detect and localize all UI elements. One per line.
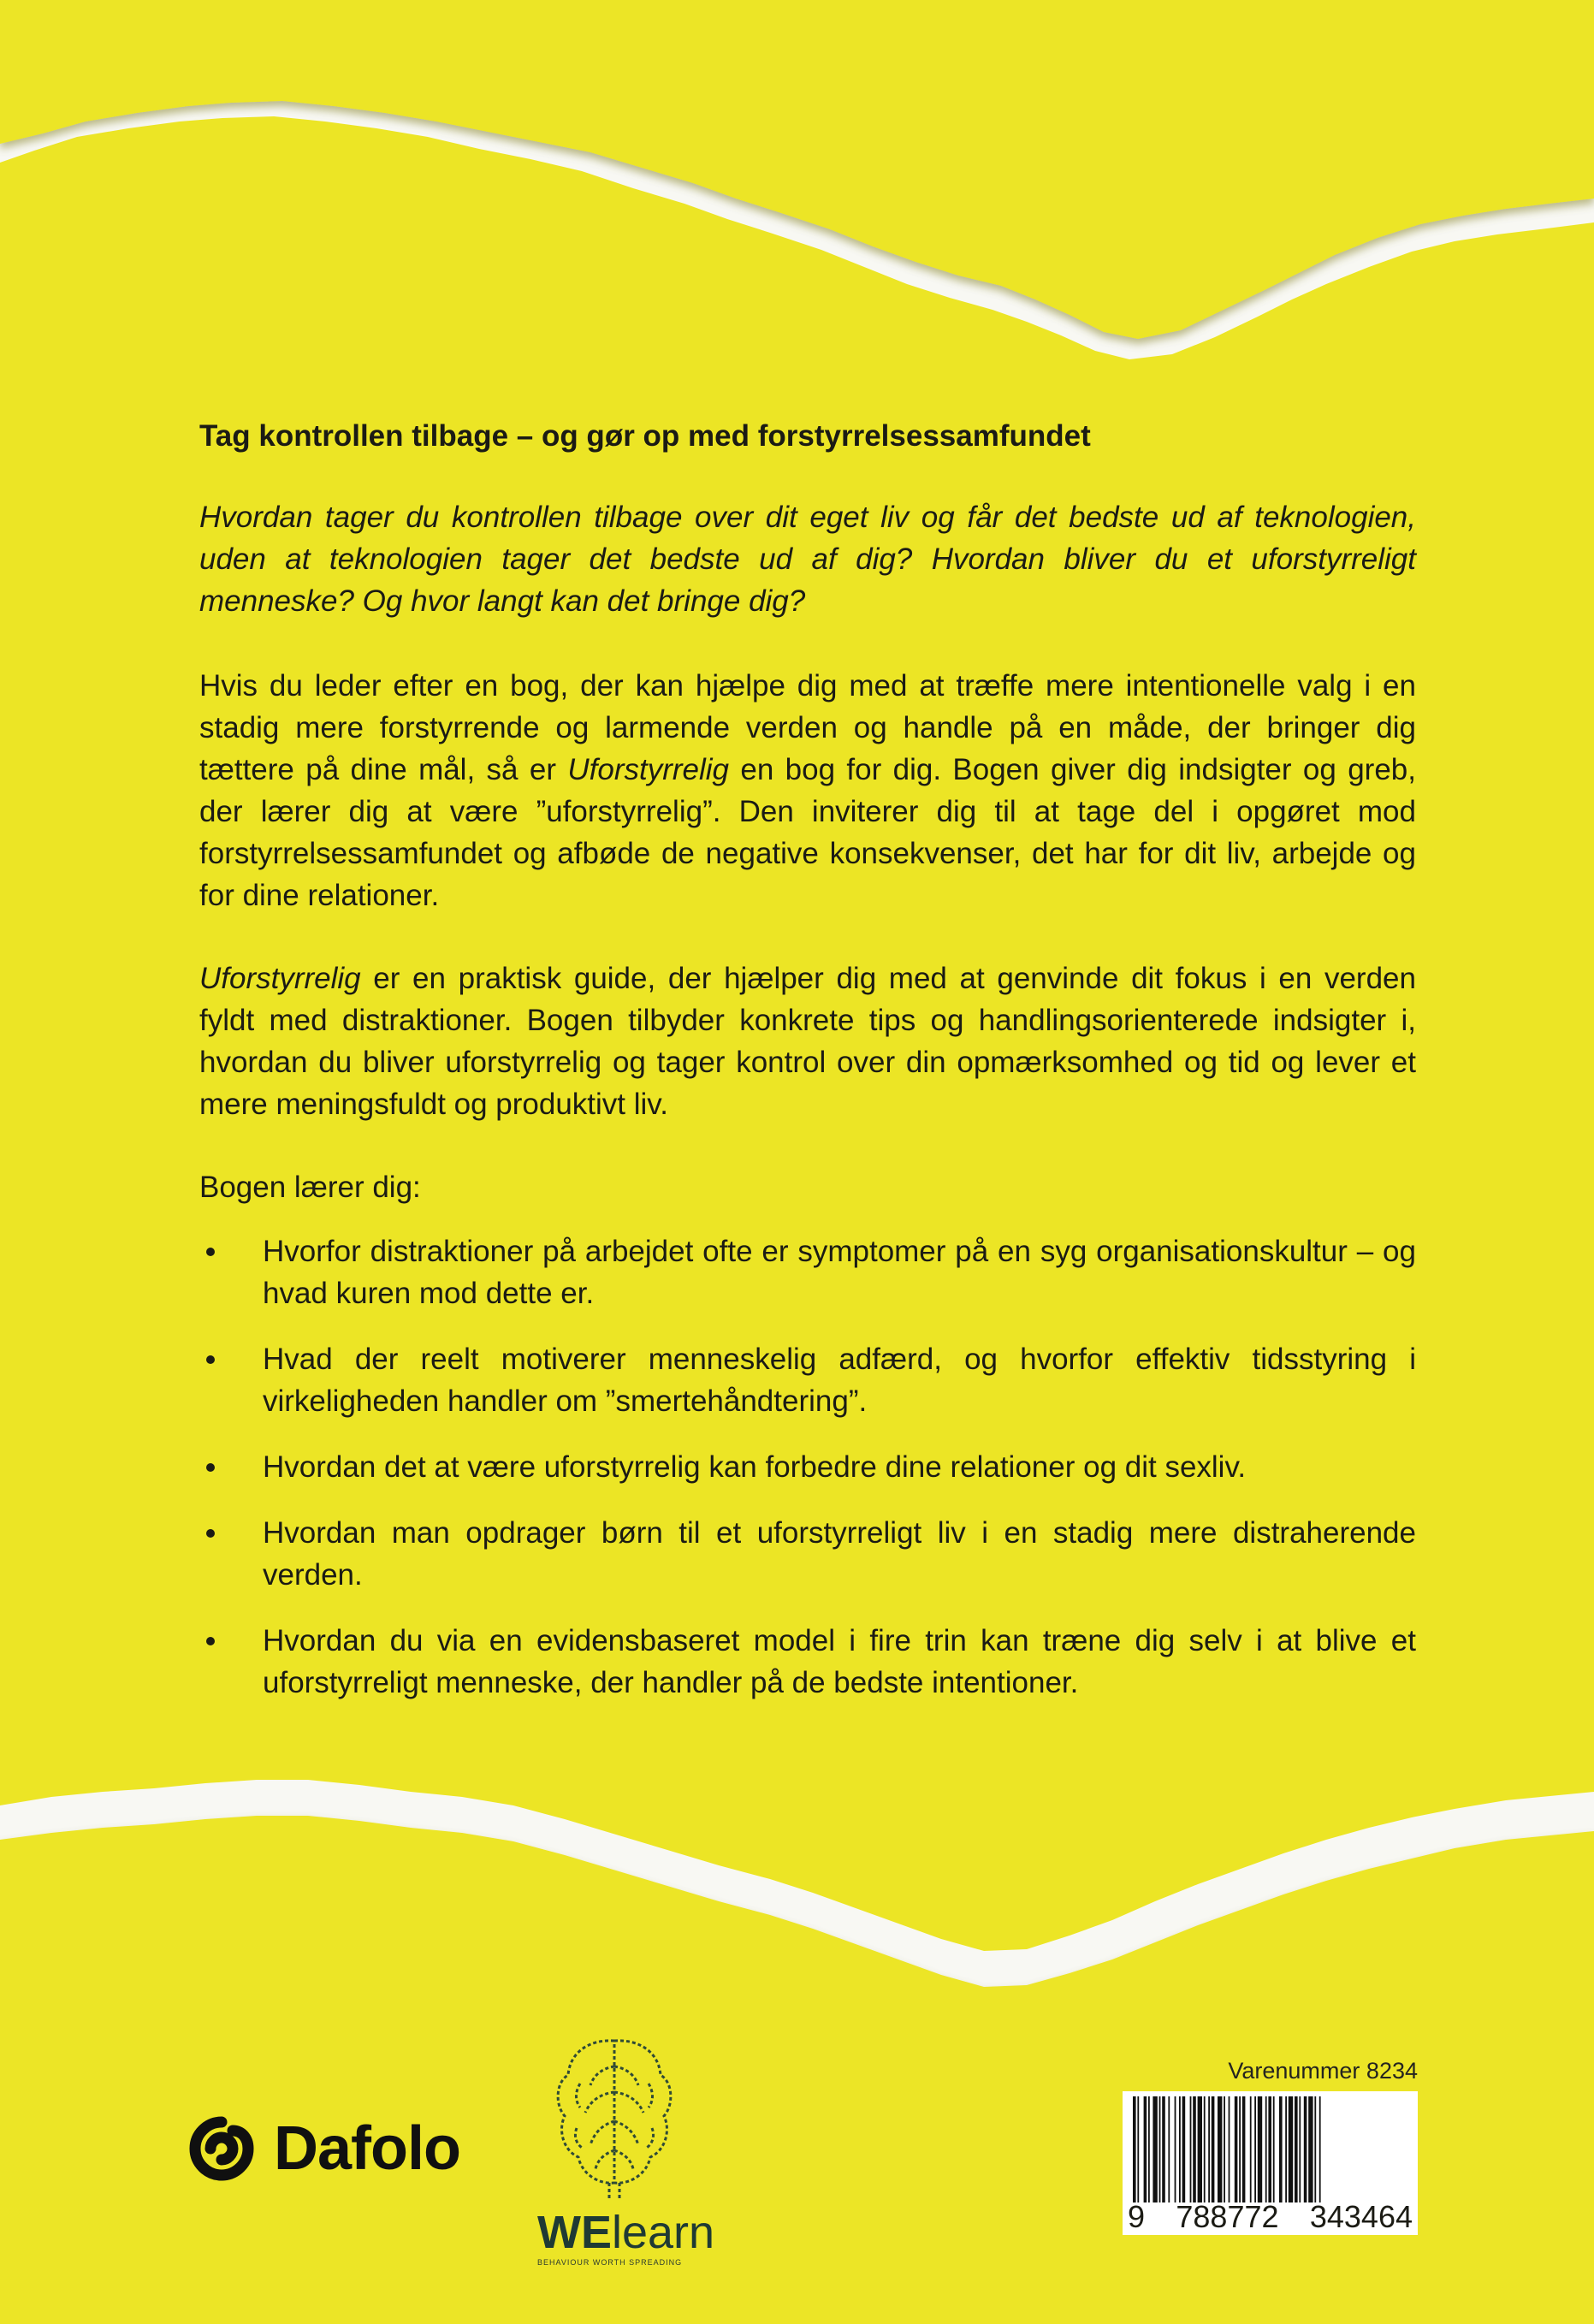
- barcode-bar: [1168, 2096, 1170, 2202]
- bullet-icon: [206, 1463, 215, 1472]
- isbn-barcode: [1123, 2091, 1418, 2202]
- barcode-bar: [1285, 2096, 1287, 2202]
- barcode-bar: [1182, 2096, 1186, 2202]
- publisher-name: Dafolo: [274, 2114, 460, 2183]
- para1-text-b: en bog for dig. Bogen giver dig indsigter og greb, der lærer dig at være ”uforstyrrelig”. Den inviterer dig til at tage del i opgøret mod forstyrrelsessamfundet og afbøde de negative konsekvenser, det har for dit liv, arbejde og for dine relationer.: [199, 753, 1416, 912]
- bullet-icon: [206, 1637, 215, 1645]
- list-item: Hvordan du via en evidensbaseret model i fire trin kan træne dig selv i at blive et uforstyrreligt menneske, der handler på de bedste intentioner.: [199, 1620, 1416, 1704]
- barcode-bar: [1299, 2096, 1301, 2202]
- book-title-italic: Uforstyrrelig: [567, 753, 729, 786]
- barcode-bar: [1137, 2096, 1139, 2202]
- barcode-bar: [1319, 2096, 1321, 2202]
- book-title-italic: Uforstyrrelig: [199, 962, 361, 995]
- headline: Tag kontrollen tilbage – og gør op med forstyrrelsessamfundet: [199, 419, 1091, 453]
- list-item: Hvordan man opdrager børn til et uforstyrreligt liv i en stadig mere distraherende verden.: [199, 1512, 1416, 1596]
- barcode-bar: [1179, 2096, 1181, 2202]
- barcode-bar: [1279, 2096, 1283, 2202]
- barcode-bar: [1314, 2096, 1316, 2202]
- barcode-bar: [1229, 2096, 1230, 2202]
- list-item: Hvorfor distraktioner på arbejdet ofte er symptomer på en syg organisationskultur – og hvad kuren mod dette er.: [199, 1230, 1416, 1314]
- dafolo-logo-icon: [185, 2112, 258, 2185]
- bullet-icon: [206, 1529, 215, 1538]
- barcode-digit-group: 343464: [1309, 2199, 1413, 2234]
- item-number: Varenummer 8234: [1228, 2058, 1418, 2084]
- barcode-bar: [1175, 2096, 1176, 2202]
- barcode-digit-group: 9: [1128, 2199, 1146, 2234]
- barcode-bar: [1258, 2096, 1262, 2202]
- barcode-bar: [1268, 2096, 1271, 2202]
- description-paragraph-1: [199, 665, 1416, 916]
- para1-text-a: Hvis du leder efter en bog, der kan hjælpe dig med at træffe mere intentionelle valg i en stadig mere forstyrrende og larmende verden og handle på en måde, der bringer dig tættere på dine mål, så er: [199, 669, 1416, 786]
- barcode-bar: [1239, 2096, 1241, 2202]
- barcode-bar: [1159, 2096, 1161, 2202]
- welearn-tagline: BEHAVIOUR WORTH SPREADING: [537, 2258, 683, 2267]
- barcode-block: [1123, 2058, 1418, 2235]
- dafolo-logo: [185, 2112, 460, 2185]
- barcode-bar: [1190, 2096, 1192, 2202]
- bullet-icon: [206, 1355, 215, 1364]
- para2-text-b: er en praktisk guide, der hjælper dig med at genvinde dit fokus i en verden fyldt med distraktioner. Bogen tilbyder konkrete tips og handlingsorienterede indsigter i, hvordan du bliver uforstyrrelig og tager kontrol over din opmærksomhed og tid og lever et mere meningsfuldt og produktivt liv.: [199, 962, 1416, 1121]
- barcode-bar: [1204, 2096, 1206, 2202]
- learning-list: [199, 1230, 1416, 1704]
- barcode-bar: [1212, 2096, 1215, 2202]
- intro-paragraph: Hvordan tager du kontrollen tilbage over dit eget liv og får det bedste ud af teknologien, uden at teknologien tager det bedste ud af dig? Hvordan bliver du et uforstyrreligt menneske? Og hvor langt kan det bringe dig?: [199, 501, 1416, 618]
- barcode-digit-group: 788772: [1176, 2199, 1279, 2234]
- barcode-bar: [1198, 2096, 1202, 2202]
- barcode-bar: [1224, 2096, 1225, 2202]
- back-cover-text: [199, 415, 1416, 1728]
- list-item: Hvordan det at være uforstyrrelig kan forbedre dine relationer og dit sexliv.: [199, 1446, 1416, 1488]
- barcode-bar: [1153, 2096, 1157, 2202]
- barcode-bar: [1193, 2096, 1196, 2202]
- barcode-bar: [1144, 2096, 1147, 2202]
- barcode-bar: [1273, 2096, 1275, 2202]
- barcode-bar: [1218, 2096, 1222, 2202]
- barcode-bar: [1235, 2096, 1238, 2202]
- barcode-digits: [1123, 2199, 1418, 2235]
- brain-icon: [546, 2032, 683, 2203]
- barcode-bar: [1295, 2096, 1298, 2202]
- list-item: Hvad der reelt motiverer menneskelig adfærd, og hvorfor effektiv tidsstyring i virkeligheden handler om ”smertehåndtering”.: [199, 1338, 1416, 1422]
- welearn-logo: [537, 2032, 715, 2267]
- barcode-bar: [1289, 2096, 1293, 2202]
- description-paragraph-2: [199, 957, 1416, 1125]
- welearn-wordmark: [537, 2207, 715, 2258]
- bullet-icon: [206, 1248, 215, 1256]
- barcode-bar: [1133, 2096, 1136, 2202]
- welearn-we: WE: [537, 2207, 612, 2258]
- barcode-bar: [1242, 2096, 1246, 2202]
- learn-label: Bogen lærer dig:: [199, 1171, 421, 1204]
- barcode-bar: [1304, 2096, 1307, 2202]
- welearn-learn: learn: [612, 2207, 715, 2258]
- barcode-bar: [1148, 2096, 1150, 2202]
- barcode-bar: [1250, 2096, 1252, 2202]
- barcode-bar: [1254, 2096, 1256, 2202]
- barcode-bar: [1162, 2096, 1165, 2202]
- barcode-bar: [1208, 2096, 1210, 2202]
- barcode-bar: [1308, 2096, 1313, 2202]
- barcode-bar: [1265, 2096, 1267, 2202]
